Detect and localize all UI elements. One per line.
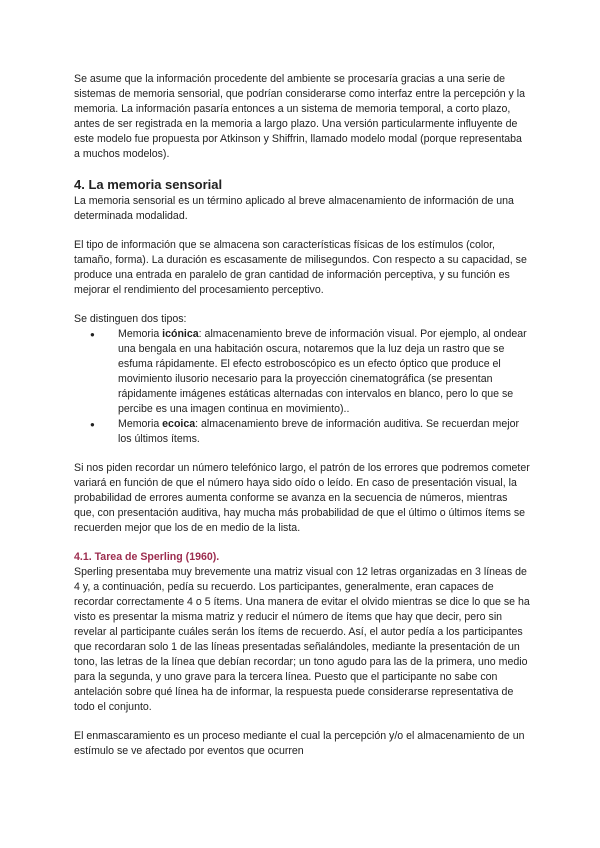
sperling-paragraph: Sperling presentaba muy brevemente una matriz visual con 12 letras organizadas en 3 líneas de 4 y, a continuación, pedía su recuerdo. Los participantes, generalmente, eran capaces de recordar correctamente 4 o 5 ítems. Una manera de evitar el olvido mientras se dice lo que se ha visto es presentar la misma matriz y reducir el número de ítems que hay que decir, pero sin revelar al participante cuáles serán los ítems de recuerdo. Así, el autor pedía a los participantes que recordaran solo 1 de las líneas presentadas señalándoles, mediante la presentación de un tono, las letras de la línea que debían recordar; un tono agudo para las de la primera, uno medio para la segunda, y uno grave para la tercera línea. Puesto que el participante no sabe con antelación sobre qué línea ha de informar, la respuesta puede considerarse representativa de todo el conjunto. (74, 566, 530, 713)
masking-paragraph: El enmascaramiento es un proceso mediante el cual la percepción y/o el almacenamiento de un estímulo se ve afectado por eventos que ocurren (74, 730, 525, 757)
section-4-paragraph-2: El tipo de información que se almacena son características físicas de los estímulos (color, tamaño, forma). La duración es escasamente de milisegundos. Con respecto a su capacidad, se produce una entrada en paralelo de gran cantidad de información perceptiva, y su función es mejorar el rendimiento del procesamiento perceptivo. (74, 239, 527, 296)
memory-types-list (74, 327, 530, 447)
intro-paragraph: Se asume que la información procedente del ambiente se procesaría gracias a una serie de sistemas de memoria sensorial, que podrían considerarse como interfaz entre la percepción y la memoria. La información pasaría entonces a un sistema de memoria temporal, a corto plazo, antes de ser registrada en la memoria a largo plazo. Una versión particularmente influyente de este modelo fue propuesta por Atkinson y Shiffrin, llamado modelo modal (porque representaba a muchos modelos). (74, 73, 526, 160)
section-4-paragraph-1: La memoria sensorial es un término aplicado al breve almacenamiento de información de una determinada modalidad. (74, 195, 514, 222)
list-item-echoic: ● Memoria ecoica: almacenamiento breve de información auditiva. Se recuerdan mejor los últimos ítems. (86, 417, 530, 447)
types-intro: Se distinguen dos tipos: (74, 313, 187, 325)
page-content (74, 72, 530, 759)
section-4-1-heading: 4.1. Tarea de Sperling (1960). (74, 551, 220, 563)
list-item-iconic: ● Memoria icónica: almacenamiento breve de información visual. Por ejemplo, al ondear una bengala en una habitación oscura, notaremos que la luz deja un rastro que se esfuma rápidamente. El efecto estroboscópico es un efecto óptico que produce el movimiento ilusorio necesario para la proyección cinematográfica (se presentan rápidamente imágenes estáticas alternadas con intervalos en blanco, pero lo que se percibe es una imagen continua en movimiento).. (86, 327, 530, 417)
section-4-heading: 4. La memoria sensorial (74, 177, 223, 192)
term-echoic: ecoica (162, 418, 196, 430)
section-4-paragraph-3: Si nos piden recordar un número telefónico largo, el patrón de los errores que podremos cometer variará en función de que el número haya sido oído o leído. En caso de presentación visual, la probabilidad de errores aumenta conforme se avanza en la secuencia de números, mientras que, con presentación auditiva, hay mucha más probabilidad de que el último o últimos ítems se recuerden mejor que los de en medio de la lista. (74, 462, 530, 534)
term-iconic: icónica (162, 328, 199, 340)
